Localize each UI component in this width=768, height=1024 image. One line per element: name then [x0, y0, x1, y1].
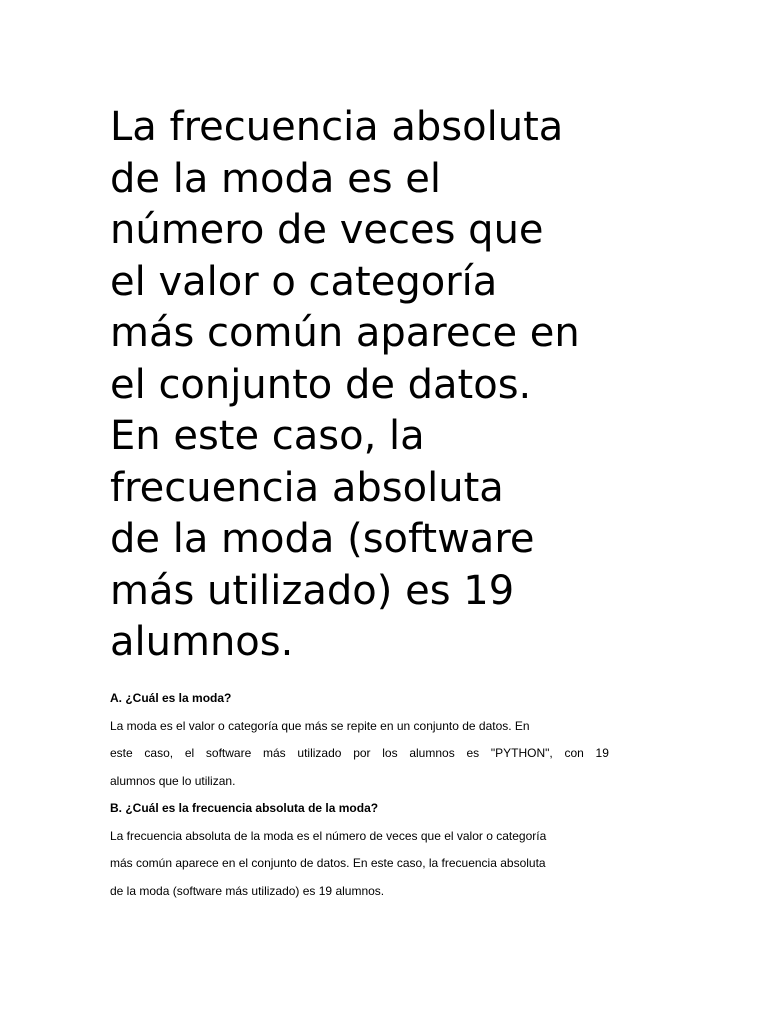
large-text-block — [110, 102, 710, 669]
large-text-line: En este caso, la — [110, 413, 425, 459]
word: caso, — [144, 746, 174, 760]
word: por — [353, 746, 371, 760]
word: software — [205, 746, 252, 760]
large-text-line: de la moda (software — [110, 516, 535, 562]
word: utilizado — [297, 746, 342, 760]
large-text-line: La frecuencia absoluta — [110, 104, 564, 150]
question-a: A. ¿Cuál es la moda? — [110, 691, 232, 705]
word: "PYTHON", — [490, 746, 553, 760]
qa-section — [110, 688, 610, 908]
large-text-line: el valor o categoría — [110, 258, 498, 305]
large-text-line: más utilizado) es 19 — [110, 567, 515, 614]
large-text-line: de la moda es el — [110, 155, 441, 202]
answer-b-line: más común aparece en el conjunto de datos. En este caso, la frecuencia absoluta — [110, 856, 546, 870]
word: este — [110, 746, 133, 760]
large-text-line: frecuencia absoluta — [110, 464, 504, 511]
question-b: B. ¿Cuál es la frecuencia absoluta de la moda? — [110, 801, 379, 815]
answer-a-line: alumnos que lo utilizan. — [110, 773, 236, 788]
large-text-line: el conjunto de datos. — [110, 361, 532, 408]
answer-a-line: La moda es el valor o categoría que más se repite en un conjunto de datos. En — [110, 718, 530, 733]
answer-a-justified-line — [110, 743, 609, 771]
word: los — [382, 746, 398, 760]
word: el — [184, 746, 195, 760]
word: alumnos — [409, 746, 455, 760]
word: 19 — [595, 746, 609, 760]
large-text-line: alumnos. — [110, 619, 294, 665]
word: es — [466, 746, 480, 760]
answer-b-line: La frecuencia absoluta de la moda es el número de veces que el valor o categoría — [110, 828, 547, 843]
answer-b-line: de la moda (software más utilizado) es 19 alumnos. — [110, 883, 385, 898]
large-text-line: número de veces que — [110, 207, 544, 253]
large-text-line: más común aparece en — [110, 310, 580, 356]
word: con — [564, 746, 584, 760]
word: más — [263, 746, 286, 760]
